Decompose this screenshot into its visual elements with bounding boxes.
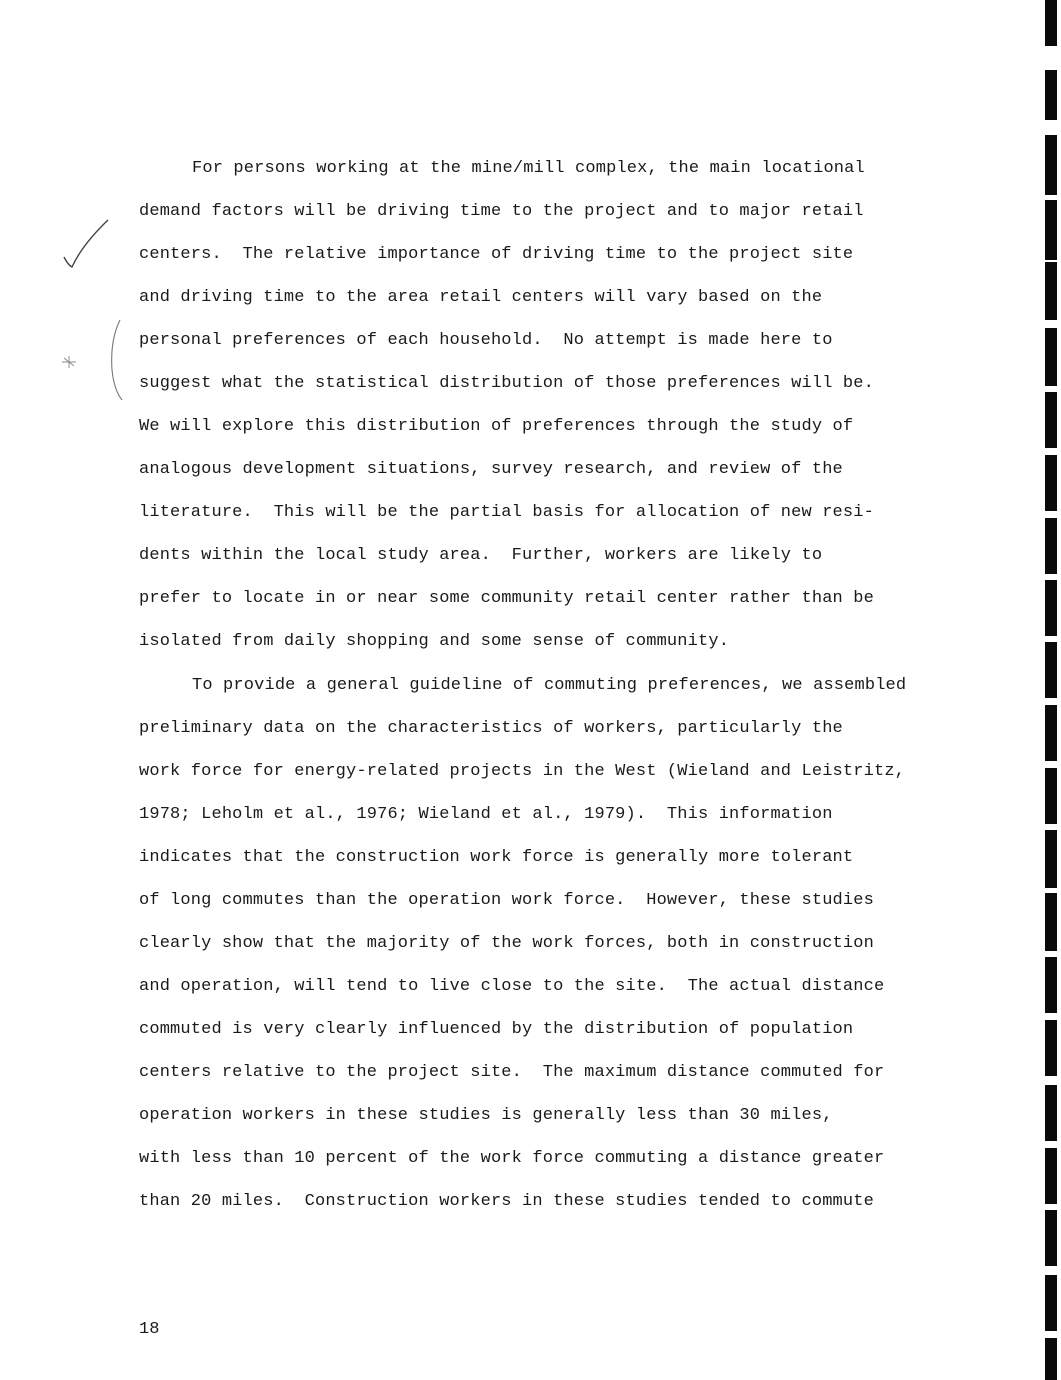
paragraph-2-line: of long commutes than the operation work force. However, these studies [139,891,874,910]
binding-mark [1045,70,1057,120]
paragraph-1-line: and driving time to the area retail centers will vary based on the [139,288,823,307]
paragraph-2-line: clearly show that the majority of the work forces, both in construction [139,934,874,953]
binding-mark [1045,642,1057,698]
paragraph-1-line: prefer to locate in or near some community retail center rather than be [139,589,874,608]
binding-mark [1045,0,1057,46]
paragraph-2-line: centers relative to the project site. The maximum distance commuted for [139,1063,885,1082]
paragraph-2-line: and operation, will tend to live close to the site. The actual distance [139,977,885,996]
binding-mark [1045,328,1057,386]
binding-mark [1045,1148,1057,1204]
binding-mark [1045,455,1057,511]
paragraph-1-line: literature. This will be the partial basis for allocation of new resi- [139,503,874,522]
binding-mark [1045,1275,1057,1331]
binding-mark [1045,580,1057,636]
binding-mark [1045,893,1057,951]
binding-mark [1045,1210,1057,1266]
paragraph-2-line: work force for energy-related projects in the West (Wieland and Leistritz, [139,762,906,781]
paragraph-2-line: commuted is very clearly influenced by the distribution of population [139,1020,854,1039]
paragraph-1-line: personal preferences of each household. No attempt is made here to [139,331,833,350]
paragraph-1-line: For persons working at the mine/mill complex, the main locational [192,159,865,178]
paragraph-1-line: isolated from daily shopping and some sense of community. [139,632,730,651]
paragraph-1-line: suggest what the statistical distribution of those preferences will be. [139,374,874,393]
binding-mark [1045,1085,1057,1141]
paragraph-1-line: demand factors will be driving time to the project and to major retail [139,202,864,221]
paragraph-1-line: analogous development situations, survey research, and review of the [139,460,843,479]
binding-mark [1045,768,1057,824]
binding-mark [1045,705,1057,761]
paragraph-1-line: We will explore this distribution of preferences through the study of [139,417,854,436]
binding-marks [1037,0,1061,1380]
paragraph-2-line: preliminary data on the characteristics of workers, particularly the [139,719,843,738]
handwritten-checkmark-icon [50,210,140,410]
paragraph-2-line: with less than 10 percent of the work force commuting a distance greater [139,1149,885,1168]
binding-mark [1045,957,1057,1013]
binding-mark [1045,518,1057,574]
binding-mark [1045,1020,1057,1076]
binding-mark [1045,135,1057,195]
binding-mark [1045,392,1057,448]
paragraph-1-line: dents within the local study area. Further, workers are likely to [139,546,823,565]
paragraph-2-line: indicates that the construction work force is generally more tolerant [139,848,854,867]
page-number: 18 [139,1320,160,1339]
paragraph-2-line: To provide a general guideline of commuting preferences, we assembled [192,676,907,695]
binding-mark [1045,1338,1057,1380]
binding-mark [1045,200,1057,260]
paragraph-2-line: than 20 miles. Construction workers in these studies tended to commute [139,1192,874,1211]
paragraph-2-line: 1978; Leholm et al., 1976; Wieland et al., 1979). This information [139,805,833,824]
binding-mark [1045,262,1057,320]
paragraph-1-line: centers. The relative importance of driving time to the project site [139,245,854,264]
paragraph-2-line: operation workers in these studies is generally less than 30 miles, [139,1106,833,1125]
binding-mark [1045,830,1057,888]
